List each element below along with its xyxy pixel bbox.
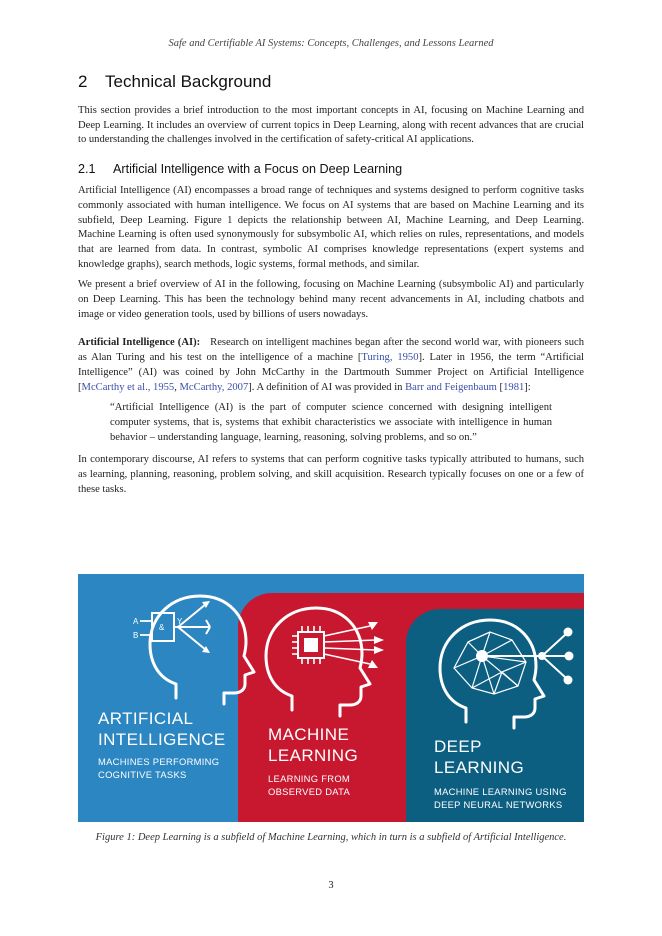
gate-input-a: A xyxy=(133,617,139,626)
ai-paragraph-heading: Artificial Intelligence (AI): xyxy=(78,337,201,349)
ai-text-e: ]: xyxy=(524,381,531,393)
gate-input-b: B xyxy=(133,631,139,640)
citation-turing[interactable]: Turing, 1950 xyxy=(361,352,419,364)
ai-label-subtitle xyxy=(98,756,219,781)
subsection-number: 2.1 xyxy=(78,162,96,177)
dl-title-line-2: LEARNING xyxy=(434,758,525,777)
ml-sub-line-2: OBSERVED DATA xyxy=(268,785,351,797)
gate-symbol: & xyxy=(159,623,165,632)
running-header: Safe and Certifiable AI Systems: Concepts, Challenges, and Lessons Learned xyxy=(168,38,494,49)
citation-mccarthy-2007[interactable]: McCarthy, 2007 xyxy=(179,381,249,393)
ai-text-d: [ xyxy=(496,381,504,393)
dl-sub-line-1: MACHINE LEARNING USING xyxy=(434,786,567,797)
section-heading xyxy=(78,72,584,92)
citation-barr-year[interactable]: 1981 xyxy=(503,381,525,393)
dl-title-line-1: DEEP xyxy=(434,737,482,756)
dl-label-subtitle xyxy=(434,786,567,811)
ai-sub-line-1: MACHINES PERFORMING xyxy=(98,756,220,767)
section-title: Technical Background xyxy=(105,72,272,91)
ai-sub-line-2: COGNITIVE TASKS xyxy=(98,768,187,780)
page-number: 3 xyxy=(328,880,334,891)
ai-paragraph xyxy=(78,336,584,395)
main-content xyxy=(78,72,584,503)
figure-caption: Figure 1: Deep Learning is a subfield of Machine Learning, which in turn is a subfield of Artificial Intelligence. xyxy=(95,832,567,843)
citation-barr-feigenbaum[interactable]: Barr and Feigenbaum xyxy=(405,381,497,393)
section-intro: This section provides a brief introduction to the most important concepts in AI, focusing on Machine Learning and Deep Learning. It includes an overview of current topics in Deep Learning, along with recent advances that are crucial to understanding the challenges involved in the certification of safety-critical AI applications. xyxy=(78,105,584,146)
figure-ai-ml-dl xyxy=(78,574,584,822)
subsection-paragraph-2: We present a brief overview of AI in the following, focusing on Machine Learning (subsymbolic AI) and particularly on Deep Learning. This has been the technology behind many recent advancements in AI, including chatbots and image or video generation tools, used by billions of users nowadays. xyxy=(78,279,584,320)
ai-text-a: Research on intelligent machines began after the second world war, with pioneers such as Alan Turing and his test on the intelligence of a machine [ xyxy=(78,337,584,364)
ai-title-line-1: ARTIFICIAL xyxy=(98,709,194,728)
ml-sub-line-1: LEARNING FROM xyxy=(268,773,351,784)
section-number: 2 xyxy=(78,72,88,91)
dl-label-title xyxy=(434,736,524,778)
logic-gate-head-icon xyxy=(118,580,268,720)
gate-output-y: Y xyxy=(177,617,183,626)
ai-label-title xyxy=(98,708,226,750)
contemporary-paragraph: In contemporary discourse, AI refers to systems that can perform cognitive tasks typically attributed to humans, such as learning, planning, reasoning, problem solving, and skill acquisition. Research typically focuses on one or a few of these tasks. xyxy=(78,454,584,495)
subsection-paragraph-1: Artificial Intelligence (AI) encompasses a broad range of techniques and systems designed to perform cognitive tasks commonly associated with human intelligence. We focus on AI systems that are based on Machine Learning and its subfield, Deep Learning. Figure 1 depicts the relationship between AI, Machine Learning, and Deep Learning. Machine Learning is often used synonymously for subsymbolic AI, which relies on rules, representations, and models that are learned from data. In contrast, symbolic AI comprises knowledge representations (expert systems and knowledge graphs), search methods, logic systems, formal methods, and similar. xyxy=(78,185,584,270)
citation-separator: , xyxy=(174,381,180,393)
ml-title-line-1: MACHINE xyxy=(268,725,350,744)
ai-text-b: ]. Later in 1956, the term “Artificial Intelligence” (AI) was coined by John McCarthy in the Dartmouth Summer Project on Artificial Intelligence [ xyxy=(78,352,584,393)
ai-text-c: ]. A definition of AI was provided in xyxy=(248,381,406,393)
subsection-title: Artificial Intelligence with a Focus on Deep Learning xyxy=(113,162,403,177)
ml-label-subtitle xyxy=(268,773,350,798)
citation-mccarthy-1955[interactable]: McCarthy et al., 1955 xyxy=(81,381,175,393)
definition-quote: “Artificial Intelligence (AI) is the part of computer science concerned with designing intelligent computer systems, that is, systems that exhibit characteristics we associate with intelligence in human behavior – understanding language, learning, reasoning, solving problems, and so on.” xyxy=(110,402,552,443)
neural-network-head-icon xyxy=(432,612,584,742)
chip-head-icon xyxy=(258,600,408,730)
ai-title-line-2: INTELLIGENCE xyxy=(98,730,226,749)
dl-sub-line-2: DEEP NEURAL NETWORKS xyxy=(434,798,563,810)
ml-title-line-2: LEARNING xyxy=(268,746,359,765)
subsection-heading xyxy=(78,162,584,176)
ml-label-title xyxy=(268,724,358,766)
